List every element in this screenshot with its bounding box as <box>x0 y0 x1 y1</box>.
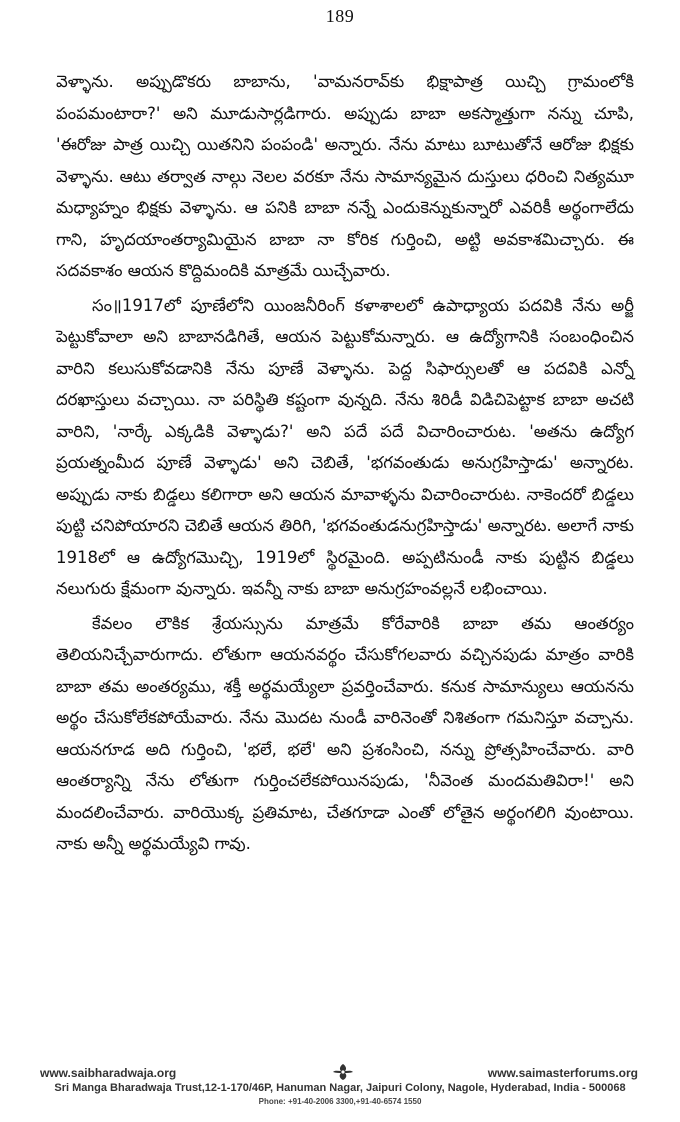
page-footer <box>0 1066 680 1122</box>
paragraph: సం॥1917లో పూణేలోని యింజనీరింగ్ కళాశాలలో ఉపాధ్యాయ పదవికి నేను అర్జీ పెట్టుకోవాలా అని బాబానడిగితే, ఆయన పెట్టుకోమన్నారు. ఆ ఉద్యోగానికి సంబంధించిన వారిని కలుసుకోవడానికి నేను పూణే వెళ్ళాను. పెద్ద సిఫార్సులతో ఆ పదవికి ఎన్నో దరఖాస్తులు వచ్చాయి. నా పరిస్థితి కష్టంగా వున్నది. నేను శిరిడీ విడిచిపెట్టాక బాబా అచటి వారిని, 'నార్కే ఎక్కడికి వెళ్ళాడు?' అని పదే పదే విచారించారుట. 'అతను ఉద్యోగ ప్రయత్నంమీద పూణే వెళ్ళాడు' అని చెబితే, 'భగవంతుడు అనుగ్రహిస్తాడు' అన్నారట. అప్పుడు నాకు బిడ్డలు కలిగారా అని ఆయన మావాళ్ళను విచారించారుట. నాకెందరో బిడ్డలు పుట్టి చనిపోయారని చెబితే ఆయన తిరిగి, 'భగవంతుడనుగ్రహిస్తాడు' అన్నారట. అలాగే నాకు 1918లో ఆ ఉద్యోగమొచ్చి, 1919లో స్థిరమైంది. అప్పటినుండీ నాకు పుట్టిన బిడ్డలు నలుగురు క్షేమంగా వున్నారు. ఇవన్నీ నాకు బాబా అనుగ్రహంవల్లనే లభించాయి. <box>56 295 634 598</box>
paragraph: కేవలం లౌకిక శ్రేయస్సును మాత్రమే కోరేవారికి బాబా తమ ఆంతర్యం తెలియనిచ్చేవారుగాదు. లోతుగా ఆయనవర్థం చేసుకోగలవారు వచ్చినపుడు మాత్రం వారికి బాబా తమ అంతర్యము, శక్తీ అర్థమయ్యేలా ప్రవర్తించేవారు. కనుక సామాన్యులు ఆయనను అర్థం చేసుకోలేకపోయేవారు. నేను మొదట నుండీ వారినెంతో నిశితంగా గమనిస్తూ వచ్చాను. ఆయనగూడ అది గుర్తించి, 'భలే, భలే' అని ప్రశంసించి, నన్ను ప్రోత్సహించేవారు. వారి ఆంతర్యాన్ని నేను లోతుగా గుర్తించలేకపోయినపుడు, 'నీవెంత మందమతివిరా!' అని మందలించేవారు. వారియొక్క ప్రతిమాట, చేతగూడా ఎంతో లోతైన అర్థంగలిగి వుంటాయి. నాకు అన్నీ అర్థమయ్యేవి గావు. <box>56 613 634 853</box>
footer-website-link-left[interactable]: www.saibharadwaja.org <box>40 1066 177 1080</box>
body-text <box>56 66 634 860</box>
page-number: 189 <box>325 6 355 26</box>
footer-phone: Phone: +91-40-2006 3300,+91-40-6574 1550 <box>258 1097 422 1106</box>
footer-address: Sri Manga Bharadwaja Trust,12-1-170/46P, Hanuman Nagar, Jaipuri Colony, Nagole, Hyderabad, India - 500068 <box>54 1082 626 1094</box>
om-emblem-icon <box>330 1062 356 1082</box>
paragraph: వెళ్ళాను. అప్పుడొకరు బాబాను, 'వామనరావ్‌కు భిక్షాపాత్ర యిచ్చి గ్రామంలోకి పంపమంటారా?' అని మూడుసార్లడిగారు. అప్పుడు బాబా అకస్మాత్తుగా నన్ను చూపి, 'ఈరోజు పాత్ర యిచ్చి యితనిని పంపండి' అన్నారు. నేను మాటు బూటుతోనే ఆరోజు భిక్షకు వెళ్ళాను. ఆటు తర్వాత నాల్గు నెలల వరకూ నేను సామాన్యమైన దుస్తులు ధరించి నిత్యమూ మధ్యాహ్నం భిక్షకు వెళ్ళాను. ఆ పనికి బాబా నన్నే ఎందుకెన్నుకున్నారో ఎవరికీ అర్థంగాలేదు గాని, హృదయాంతర్యామియైన బాబా నా కోరిక గుర్తించి, అట్టి అవకాశమిచ్చారు. ఈ సదవకాశం ఆయన కొద్దిమందికి మాత్రమే యిచ్చేవారు. <box>56 72 634 280</box>
footer-website-link-right[interactable]: www.saimasterforums.org <box>487 1066 638 1080</box>
